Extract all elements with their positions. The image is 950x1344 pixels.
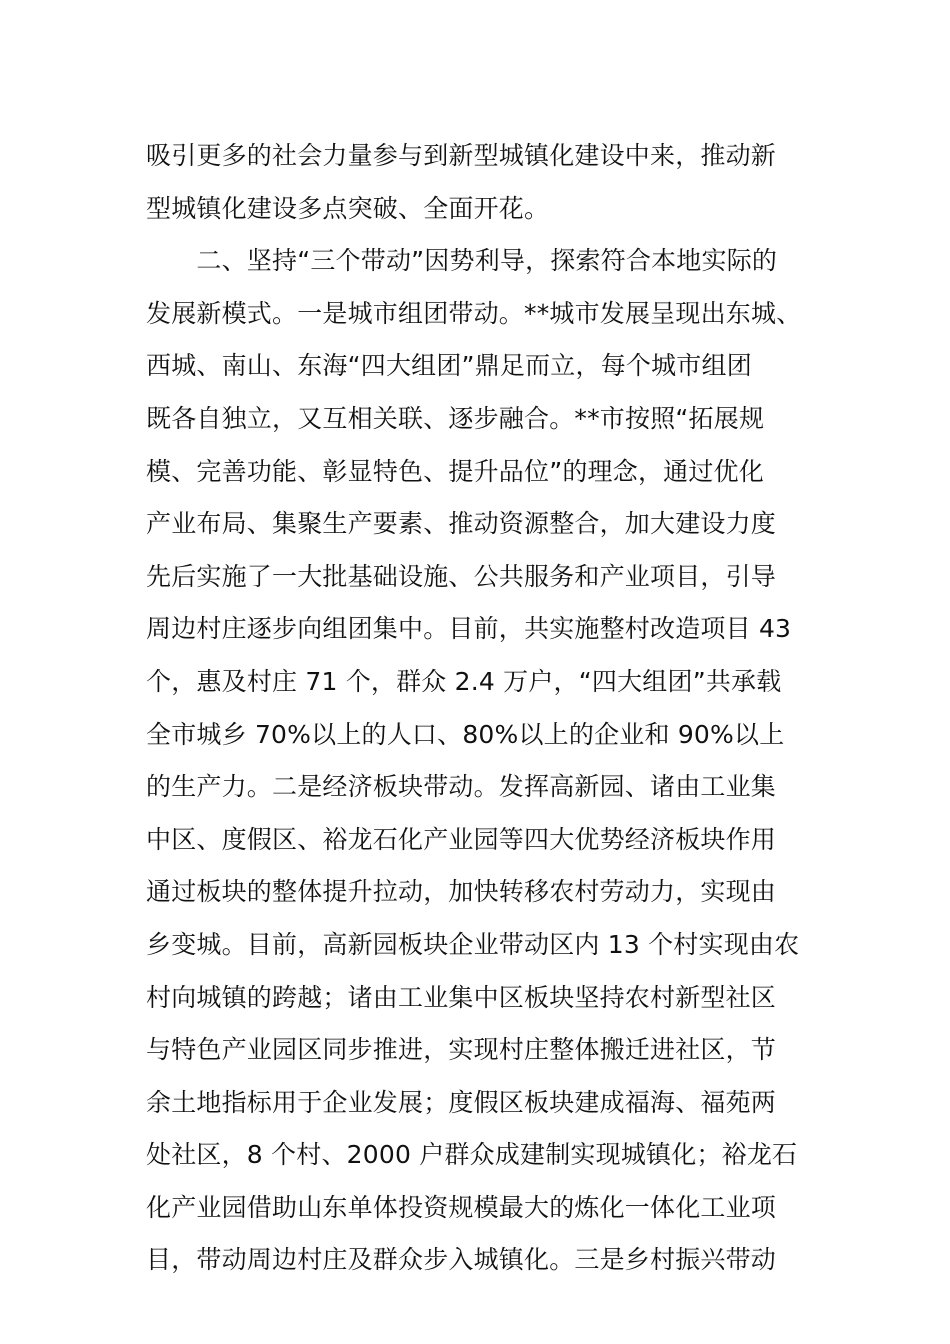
text-line: 中区、度假区、裕龙石化产业园等四大优势经济板块作用 xyxy=(146,824,777,854)
text-line: 个，惠及村庄 71 个，群众 2.4 万户，“四大组团”共承载 xyxy=(146,666,782,696)
text-line: 型城镇化建设多点突破、全面开花。 xyxy=(146,193,550,223)
text-line: 全市城乡 70%以上的人口、80%以上的企业和 90%以上 xyxy=(146,719,785,749)
text-line: 通过板块的整体提升拉动，加快转移农村劳动力，实现由 xyxy=(146,877,777,907)
text-line: 二、坚持“三个带动”因势利导，探索符合本地实际的 xyxy=(146,246,778,276)
text-line: 西城、南山、东海“四大组团”鼎足而立，每个城市组团 xyxy=(146,351,752,381)
text-line: 既各自独立，又互相关联、逐步融合。**市按照“拓展规 xyxy=(146,403,765,433)
text-line: 化产业园借助山东单体投资规模最大的炼化一体化工业项 xyxy=(146,1192,777,1222)
text-line: 的生产力。二是经济板块带动。发挥高新园、诸由工业集 xyxy=(146,772,777,802)
text-line: 吸引更多的社会力量参与到新型城镇化建设中来，推动新 xyxy=(146,141,777,170)
text-line: 村向城镇的跨越；诸由工业集中区板块坚持农村新型社区 xyxy=(146,982,777,1012)
text-line: 产业布局、集聚生产要素、推动资源整合，加大建设力度 xyxy=(146,509,777,539)
text-line: 先后实施了一大批基础设施、公共服务和产业项目，引导 xyxy=(146,561,777,591)
text-line: 模、完善功能、彰显特色、提升品位”的理念，通过优化 xyxy=(146,456,764,486)
text-line: 目，带动周边村庄及群众步入城镇化。三是乡村振兴带动 xyxy=(146,1245,777,1275)
text-line: 处社区，8 个村、2000 户群众成建制实现城镇化；裕龙石 xyxy=(146,1140,798,1170)
text-line: 与特色产业园区同步推进，实现村庄整体搬迁进社区，节 xyxy=(146,1035,777,1065)
text-line: 发展新模式。一是城市组团带动。**城市发展呈现出东城、 xyxy=(146,298,802,328)
text-line: 余土地指标用于企业发展；度假区板块建成福海、福苑两 xyxy=(146,1087,777,1117)
text-line: 乡变城。目前，高新园板块企业带动区内 13 个村实现由农 xyxy=(146,929,800,959)
body-text xyxy=(146,130,826,1287)
text-line: 周边村庄逐步向组团集中。目前，共实施整村改造项目 43 xyxy=(146,614,792,644)
